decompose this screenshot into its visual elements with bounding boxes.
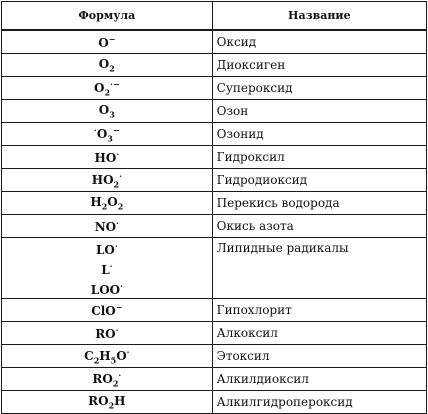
table-row	[2, 322, 427, 345]
name-cell: Озон	[212, 100, 426, 123]
formula-cell: $O_2^{\cdot-}$	[2, 77, 213, 100]
name-cell: Липидные радикалы	[212, 238, 426, 299]
formula-cell: RO·	[2, 322, 213, 345]
table-row	[2, 77, 427, 100]
name-column-header: Название	[212, 2, 426, 31]
table-body	[2, 30, 427, 414]
name-cell: Этоксил	[212, 345, 426, 368]
formula-cell: $HO_2^\cdot$	[2, 169, 213, 192]
formula-cell: $O_3$	[2, 100, 213, 123]
name-cell: Гипохлорит	[212, 299, 426, 322]
table-row	[2, 100, 427, 123]
table-row	[2, 215, 427, 238]
name-cell: Оксид	[212, 30, 426, 54]
formula-line: L·	[101, 261, 113, 277]
table-row	[2, 169, 427, 192]
formula-cell: $C_2H_5O^\cdot$	[2, 345, 213, 368]
formula-cell: $RO_2^\cdot$	[2, 368, 213, 391]
table-row	[2, 146, 427, 169]
formula-cell: O−	[2, 30, 213, 54]
table-row	[2, 54, 427, 77]
name-cell: Гидродиоксид	[212, 169, 426, 192]
header-row	[2, 2, 427, 31]
table-row	[2, 345, 427, 368]
formula-cell	[2, 238, 213, 299]
formula-line: LO·	[95, 241, 118, 257]
formula-line: LOO·	[90, 281, 123, 297]
formula-cell: ClO−	[2, 299, 213, 322]
name-cell: Супероксид	[212, 77, 426, 100]
name-cell: Алкилгидропероксид	[212, 391, 426, 414]
name-cell: Гидроксил	[212, 146, 426, 169]
formula-cell: $H_2O_2$	[2, 192, 213, 215]
table-row	[2, 391, 427, 414]
formula-cell: $O_2$	[2, 54, 213, 77]
formula-cell: HO·	[2, 146, 213, 169]
table-row	[2, 238, 427, 299]
name-cell: Окись азота	[212, 215, 426, 238]
table-row	[2, 123, 427, 146]
name-cell: Озонид	[212, 123, 426, 146]
formula-cell: $RO_2H$	[2, 391, 213, 414]
name-cell: Перекись водорода	[212, 192, 426, 215]
table-row	[2, 368, 427, 391]
radicals-table	[1, 1, 427, 414]
table-row	[2, 30, 427, 54]
name-cell: Алкоксил	[212, 322, 426, 345]
formula-column-header: Формула	[2, 2, 213, 31]
name-cell: Алкилдиоксил	[212, 368, 426, 391]
name-cell: Диоксиген	[212, 54, 426, 77]
formula-cell: NO·	[2, 215, 213, 238]
formula-cell: $^\cdot O_3^-$	[2, 123, 213, 146]
table-row	[2, 299, 427, 322]
table-row	[2, 192, 427, 215]
